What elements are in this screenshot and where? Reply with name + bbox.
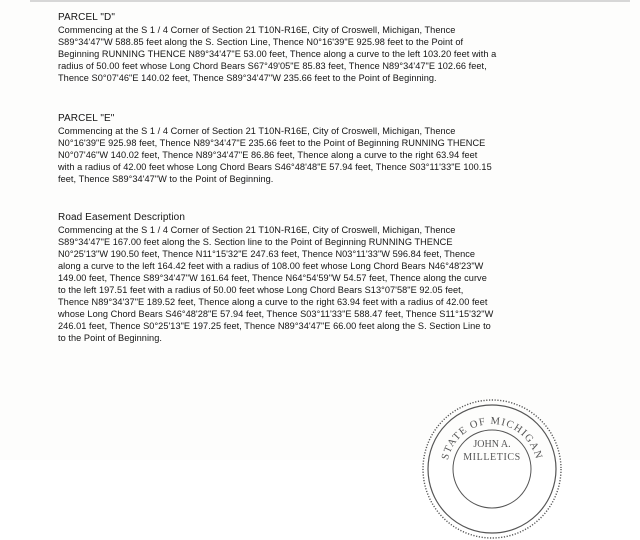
parcel-e-line-3: N0°07'46"W 140.02 feet, Thence N89°34'47"E 86.86 feet, Thence along a curve to the right 63.94 feet — [58, 150, 478, 160]
seal-name-line-2: MILLETICS — [463, 452, 521, 463]
road-easement-line-10: to the Point of Beginning. — [58, 333, 162, 343]
parcel-e-section — [58, 113, 578, 185]
parcel-d-section — [58, 12, 578, 84]
parcel-d-title: PARCEL "D" — [58, 12, 116, 23]
parcel-e-title: PARCEL "E" — [58, 113, 115, 124]
road-easement-line-3: N0°25'13"W 190.50 feet, Thence N11°15'32"E 247.63 feet, Thence N03°11'33"W 596.84 feet, Thence — [58, 249, 476, 259]
road-easement-line-7: Thence N89°34'37"E 189.52 feet, Thence along a curve to the right 63.94 feet with a radius of 42.00 feet — [58, 297, 488, 307]
road-easement-line-8: whose Long Chord Bears S46°48'28"E 57.94 feet, Thence S03°11'33"E 588.47 feet, Thence S11°15'32"W — [58, 309, 494, 319]
parcel-e-line-1: Commencing at the S 1 / 4 Corner of Section 21 T10N-R16E, City of Croswell, Michigan, Thence — [58, 126, 456, 136]
road-easement-line-2: S89°34'47"E 167.00 feet along the S. Section line to the Point of Beginning RUNNING THENCE — [58, 237, 453, 247]
seal-name-line-1: JOHN A. — [473, 439, 511, 450]
road-easement-line-1: Commencing at the S 1 / 4 Corner of Section 21 T10N-R16E, City of Croswell, Michigan, Thence — [58, 225, 456, 235]
parcel-e-line-2: N0°16'39"E 925.98 feet, Thence N89°34'47"E 235.66 feet to the Point of Beginning RUNNING THENCE — [58, 138, 486, 148]
road-easement-line-6: to the left 197.51 feet with a radius of 50.00 feet whose Long Chord Bears S13°07'58"E 92.05 feet, — [58, 285, 464, 295]
parcel-d-line-3: Beginning RUNNING THENCE N89°34'47"E 53.00 feet, Thence along a curve to the left 103.20 feet with a — [58, 49, 497, 59]
seal-arc-text: STATE OF MICHIGAN — [440, 415, 545, 462]
road-easement-line-4: along a curve to the left 164.42 feet with a radius of 108.00 feet whose Long Chord Bears N46°48'23"W — [58, 261, 484, 271]
page-top-edge — [30, 0, 630, 2]
surveyor-seal — [421, 398, 563, 540]
parcel-e-line-5: feet, Thence S89°34'47"W to the Point of Beginning. — [58, 174, 274, 184]
parcel-d-line-5: Thence S0°07'46"E 140.02 feet, Thence S89°34'47"W 235.66 feet to the Point of Beginning. — [58, 73, 437, 83]
parcel-d-line-4: radius of 50.00 feet whose Long Chord Bears S67°49'05"E 85.83 feet, Thence N89°34'47"E 102.66 feet, — [58, 61, 487, 71]
parcel-e-line-4: with a radius of 42.00 feet whose Long Chord Bears S46°48'48"E 57.94 feet, Thence S03°11'33"E 100.15 — [58, 162, 492, 172]
road-easement-line-5: 149.00 feet, Thence S89°34'47"W 161.64 feet, Thence N64°54'59"W 54.57 feet, Thence along the curve — [58, 273, 487, 283]
parcel-d-line-1: Commencing at the S 1 / 4 Corner of Section 21 T10N-R16E, City of Croswell, Michigan, Thence — [58, 25, 456, 35]
parcel-d-line-2: S89°34'47"W 588.85 feet along the S. Section Line, Thence N0°16'39"E 925.98 feet to the Point of — [58, 37, 464, 47]
road-easement-section — [58, 212, 578, 344]
road-easement-title: Road Easement Description — [58, 212, 186, 223]
road-easement-line-9: 246.01 feet, Thence S0°25'13"E 197.25 feet, Thence N89°34'47"E 66.00 feet along the S. Section Line to — [58, 321, 491, 331]
